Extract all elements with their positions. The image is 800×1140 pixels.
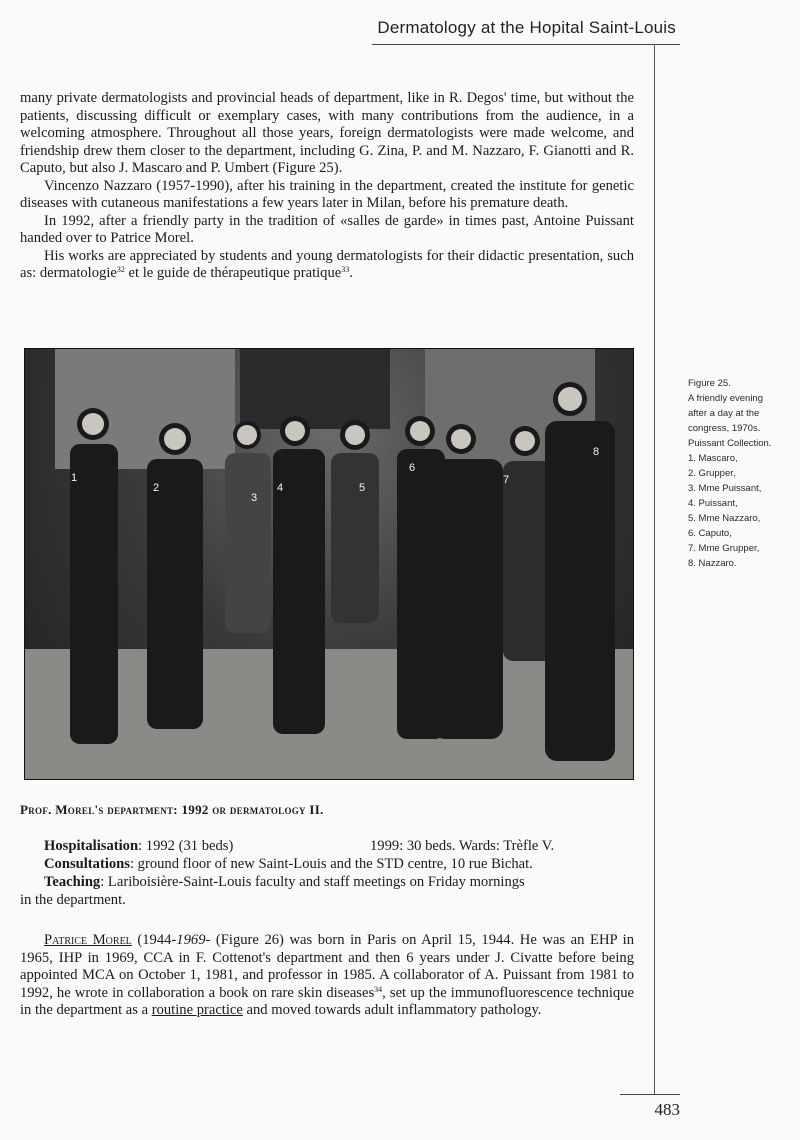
person-1 [70, 408, 118, 744]
consultations-label: Consultations [44, 856, 130, 872]
reference-33: 33 [341, 265, 350, 274]
person-6b [433, 424, 503, 739]
caption-line: 3. Mme Puissant, [688, 483, 762, 494]
biography-text-2: , set up the immunofluorescence technique in the department as a [20, 984, 634, 1018]
teaching-text: : Lariboisière-Saint-Louis faculty and staff meetings on Friday mornings [100, 874, 525, 890]
label-7: 7 [503, 474, 510, 486]
teaching-line-2: in the department. [20, 892, 126, 908]
label-2: 2 [153, 482, 160, 494]
biography-years-b: 1969 [176, 932, 206, 948]
caption-line: after a day at the [688, 408, 760, 419]
section-heading: Prof. Morel's department: 1992 or dermatology II. [20, 802, 324, 817]
consultations-text: : ground floor of new Saint-Louis and the STD centre, 10 rue Bichat. [129, 856, 533, 872]
label-6: 6 [409, 462, 416, 474]
caption-line: 8. Nazzaro. [688, 558, 737, 569]
page-number: 483 [654, 1100, 680, 1119]
caption-line: 5. Mme Nazzaro, [688, 513, 761, 524]
body-text-top [20, 90, 634, 283]
label-3: 3 [251, 492, 258, 504]
biography-years-a: (1944- [131, 932, 177, 948]
label-8: 8 [593, 446, 600, 458]
consultations-line [44, 856, 533, 874]
paragraph-4-mid: et le guide de thérapeutique pratique [124, 265, 342, 281]
caption-line: Puissant Collection. [688, 438, 772, 449]
footer-rule [620, 1094, 680, 1095]
reference-34: 34 [374, 984, 383, 994]
paragraph-1: many private dermatologists and provincial heads of department, like in R. Degos' time, but without the patients, discussing difficult or exemplary cases, with many contributions from the audience, in a welcoming atmosphere. Throughout all those years, foreign dermatologists were made welcome, and friendship drew them closer to the department, including G. Zina, P. and M. Nazzaro, F. Gianotti and R. Caputo, but also J. Mascaro and P. Umbert (Figure 25). [20, 90, 634, 176]
person-2 [147, 423, 203, 729]
hospitalisation-line [44, 838, 233, 856]
group-photograph [24, 348, 634, 780]
teaching-line [44, 874, 525, 892]
paragraph-3: In 1992, after a friendly party in the tradition of «salles de garde» in times past, Antoine Puissant handed over to Patrice Morel. [20, 212, 634, 246]
running-header: Dermatology at the Hopital Saint-Louis [377, 18, 676, 37]
paragraph-4-main: His works are appreciated by students and young dermatologists for their didactic presentation, such as: dermatologie [20, 247, 634, 281]
photo-tapestry [240, 349, 390, 429]
paragraph-2: Vincenzo Nazzaro (1957-1990), after his training in the department, created the institute for genetic diseases with cutaneous manifestations a few years later in Milan, before his premature death. [20, 177, 634, 211]
reference-32: 32 [116, 265, 125, 274]
hospitalisation-1992: : 1992 (31 beds) [138, 838, 234, 854]
paragraph-4-end: . [349, 265, 353, 281]
biography-text-1: - (Figure 26) was born in Paris on April 15, 1944. He was an EHP in 1965, IHP in 1969, CCA in F. Cottenot's department and then 6 years under J. Civatte before being appointed MCA on October 1, 1981, and professor in 1985. A collaborator of A. Puissant from 1981 to 1992, he wrote in collaboration a book on rare skin diseases [20, 932, 635, 1001]
biography-paragraph [20, 932, 634, 1020]
label-4: 4 [277, 482, 284, 494]
caption-line: Figure 25. [688, 378, 731, 389]
hospitalisation-1999: 1999: 30 beds. Wards: Trèfle V. [370, 838, 555, 854]
person-4 [273, 416, 325, 734]
caption-line: A friendly evening [688, 393, 763, 404]
paragraph-4 [20, 248, 634, 283]
caption-line: congress, 1970s. [688, 423, 761, 434]
label-5: 5 [359, 482, 366, 494]
caption-line: 7. Mme Grupper, [688, 543, 760, 554]
biography-underlined: routine practice [151, 1002, 243, 1018]
margin-rule [654, 44, 655, 1094]
caption-line: 2. Grupper, [688, 468, 736, 479]
caption-line: 1. Mascaro, [688, 453, 738, 464]
biography-name: Patrice Morel [44, 932, 132, 948]
biography-text-3: and moved towards adult inflammatory pathology. [242, 1002, 542, 1018]
photo-illustration [25, 349, 633, 779]
caption-line: 6. Caputo, [688, 528, 732, 539]
figure-caption [688, 376, 792, 571]
label-1: 1 [71, 472, 78, 484]
person-5 [331, 420, 379, 623]
header-rule [372, 44, 680, 45]
caption-line: 4. Puissant, [688, 498, 738, 509]
hospitalisation-label: Hospitalisation [44, 838, 139, 854]
teaching-label: Teaching [44, 874, 101, 890]
person-8 [545, 382, 615, 761]
